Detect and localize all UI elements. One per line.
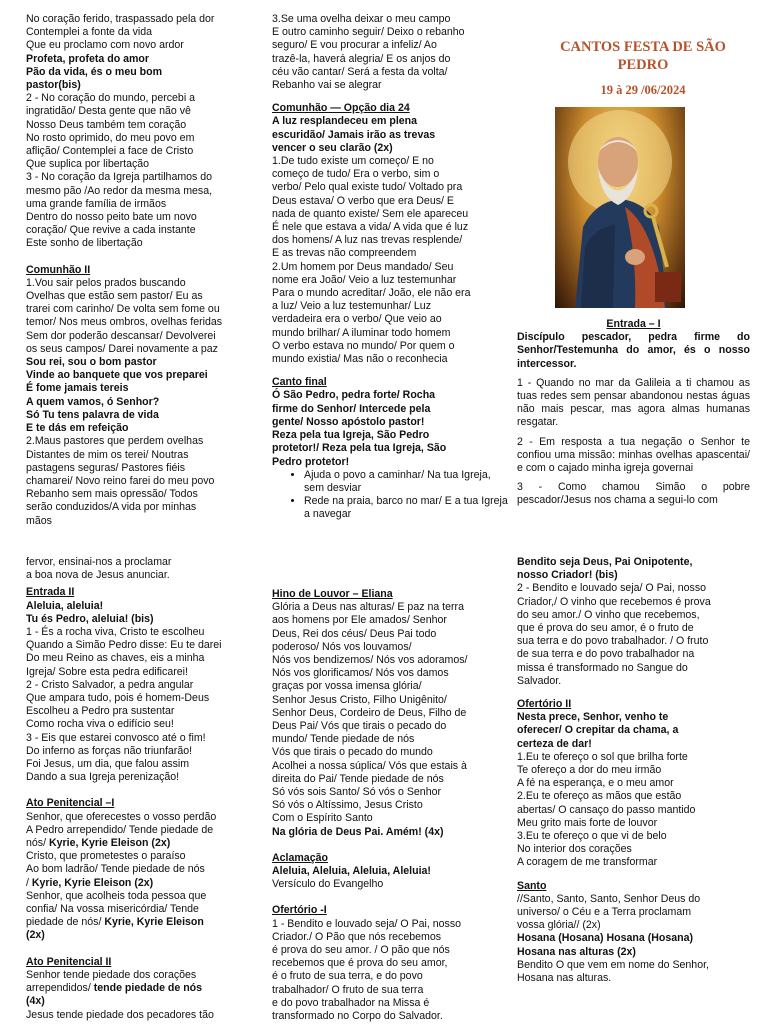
refrain-line: Pão da vida, és o meu bom — [26, 65, 162, 78]
section-title-entrada-1: Entrada – I — [606, 318, 661, 330]
verse-line: Rebanho vai se alegrar — [272, 79, 382, 92]
verse-line: Vós que tirais o pecado do mundo — [272, 746, 433, 759]
verse-line: Foi Jesus, um dia, que falou assim — [26, 758, 190, 771]
verse-line: Criador,/ O vinho que recebemos é prova — [517, 595, 711, 608]
verse-line — [26, 877, 266, 890]
title-line-1: CANTOS FESTA DE SÃO — [560, 39, 726, 55]
refrain-line: Reza pela tua Igreja, São Pedro — [272, 429, 430, 442]
refrain-line: Sou rei, sou o bom pastor — [26, 356, 157, 369]
verse-line: 3.Eu te ofereço o que vi de belo — [517, 830, 667, 843]
verse-line: os seus campos/ Darei novamente a paz — [26, 342, 218, 355]
refrain-line: Aleluia, Aleluia, Aleluia, Aleluia! — [272, 865, 431, 878]
verse-line: Nós vos bendizemos/ Nós vos adoramos/ — [272, 654, 468, 667]
column-1-bottom — [26, 556, 266, 1022]
verse-line: Com o Espírito Santo — [272, 812, 373, 825]
verse-line: Senhor, que acolheis toda pessoa que — [26, 889, 207, 902]
verse-line: aflição/ Contemplei a face de Cristo — [26, 145, 194, 158]
verse-line: serão conduzidos/A vida por minhas — [26, 501, 197, 514]
verse-line: do seu amor./ O vinho que recebemos, — [517, 608, 700, 621]
verse-line: pastagens seguras/ Pastores fiéis — [26, 461, 185, 474]
text-span: / — [26, 876, 32, 889]
verse-line: Cristo, que prometestes o paraíso — [26, 850, 186, 863]
verse-line: 3 - Eis que estarei convosco até o fim! — [26, 731, 206, 744]
bullet-item: • Ajuda o povo a caminhar/ Na tua Igreja, sem desviar — [304, 469, 508, 495]
section-title-santo: Santo — [517, 879, 547, 892]
verse-line: sua terra e do povo trabalhador. / O fruto — [517, 635, 709, 648]
column-1-top — [26, 13, 266, 528]
refrain-line: Profeta, profeta do amor — [26, 52, 150, 65]
verse-line: nada de quanto existe/ Sem ele apareceu — [272, 207, 469, 220]
verse-line: Nós vos glorificamos/ Nós vos damos — [272, 667, 449, 680]
verse-line: Que suplica por libertação — [26, 158, 150, 171]
verse-line: a luz/ Veio a luz testemunhar/ Luz — [272, 300, 431, 313]
section-title-ofertorio-1: Ofertório -I — [272, 904, 327, 917]
refrain-line: Tu és Pedro, aleluia! (bis) — [26, 612, 154, 625]
verse-line: Só vós sois Santo/ Só vós o Senhor — [272, 786, 442, 799]
column-3-top — [517, 318, 750, 508]
verse-line: missa é transformado no Sangue do — [517, 661, 688, 674]
verse-line: Que ampara tudo, pois é homem-Deus — [26, 692, 210, 705]
verse-line: 1 - És a rocha viva, Cristo te escolheu — [26, 626, 205, 639]
refrain-line: Hosana (Hosana) Hosana (Hosana) — [517, 932, 694, 945]
refrain-line: protetor!/ Reza pela tua Igreja, São — [272, 442, 447, 455]
refrain-line: Hosana nas alturas (2x) — [517, 945, 636, 958]
refrain-line: Na glória de Deus Pai. Amém! (4x) — [272, 825, 444, 838]
verse-line: Distantes de mim os terei/ Noutras — [26, 448, 189, 461]
verse-line: Criador./ O Pão que nós recebemos — [272, 930, 442, 943]
verse-line: universo/ o Céu e a Terra proclamam — [517, 906, 692, 919]
verse-line: dos homens/ A luz nas trevas resplende/ — [272, 234, 463, 247]
verse-line: Meu grito mais forte de louvor — [517, 816, 658, 829]
verse-line: 2.Eu te ofereço as mãos que estão — [517, 790, 682, 803]
verse-line: direita do Pai/ Tende piedade de nós — [272, 772, 444, 785]
verse-line: Escolheu a Pedro pra sustentar — [26, 705, 175, 718]
refrain-line: Só Tu tens palavra de vida — [26, 408, 159, 421]
text-span: arrependidos/ — [26, 982, 94, 995]
verse-line: Quando a Simão Pedro disse: Eu te darei — [26, 639, 222, 652]
refrain-line: firme do Senhor/ Intercede pela — [272, 402, 431, 415]
refrain-line: A quem vamos, ó Senhor? — [26, 395, 160, 408]
refrain-line: nosso Criador! (bis) — [517, 569, 618, 582]
verse-line: mundo/ Tende piedade de nós — [272, 733, 415, 746]
verse-line: mesmo pão /Ao redor da mesma mesa, — [26, 184, 213, 197]
verse-line: No coração ferido, traspassado pela dor — [26, 13, 215, 25]
column-3-bottom — [517, 556, 757, 985]
verse-line: e do povo trabalhador na Missa é — [272, 996, 430, 1009]
verse-line: 3 - No coração da Igreja partilhamos do — [26, 171, 213, 184]
verse-line: vossa glória// (2x) — [517, 919, 601, 932]
response: tende piedade de nós — [93, 982, 203, 995]
text-span: piedade de nós/ — [26, 916, 105, 929]
column-2-bottom — [272, 588, 508, 1023]
verse-line: (2x) — [26, 929, 45, 942]
verse-line: Contemplei a fonte da vida — [26, 26, 153, 39]
verse-line: Versículo do Evangelho — [272, 878, 384, 891]
verse-line: mundo brilhar/ A iluminar todo homem — [272, 326, 451, 339]
verse-line: é prova do seu amor. / O pão que nós — [272, 944, 450, 957]
verse-line: abertas/ O cansaço do passo mantido — [517, 803, 696, 816]
verse-line: Senhor, que oferecestes o vosso perdão — [26, 810, 217, 823]
bullet-list — [272, 469, 508, 522]
refrain-line: Pedro protetor! — [272, 455, 350, 468]
verse-text: 2 - Em resposta a tua negação o Senhor te confiou uma missão: minhas ovelhas apascentai/ e com o cajado minha igreja governai — [517, 435, 750, 475]
refrain-line: certeza de dar! — [517, 737, 592, 750]
verse-line: Deus, Rei dos céus/ Deus Pai todo — [272, 627, 437, 640]
verse-line: A fé na esperança, e o meu amor — [517, 777, 674, 790]
verse-line: graças por vossa imensa glória/ — [272, 680, 422, 693]
verse-line: Do meu Reino as chaves, eis a minha — [26, 652, 205, 665]
verse-line: céu vão cantar/ Será a festa da volta/ — [272, 65, 448, 78]
verse-line: 2 - Cristo Salvador, a pedra angular — [26, 678, 194, 691]
verse-line: uma grande família de irmãos — [26, 197, 167, 210]
verse-line: 2.Maus pastores que perdem ovelhas — [26, 435, 204, 448]
refrain-line: oferecer/ O crepitar da chama, a — [517, 724, 679, 737]
section-title-ato-penitencial-1: Ato Penitencial –I — [26, 797, 115, 810]
refrain-line: vencer o seu clarão (2x) — [272, 141, 393, 154]
refrain-line: escuridão/ Jamais irão as trevas — [272, 128, 436, 141]
verse-line: 2.Um homem por Deus mandado/ Seu — [272, 260, 454, 273]
verse-line: Bendito O que vem em nome do Senhor, — [517, 958, 709, 971]
verse-line: 1 - Bendito e louvado seja/ O Pai, nosso — [272, 917, 462, 930]
verse-line: 1.De tudo existe um começo/ E no — [272, 155, 434, 168]
verse-line — [26, 982, 266, 995]
verse-line: 2 - Bendito e louvado seja/ O Pai, nosso — [517, 582, 707, 595]
refrain-line: Aleluia, aleluia! — [26, 599, 104, 612]
verse-line: O verbo estava no mundo/ Por quem o — [272, 339, 455, 352]
refrain-line: Vinde ao banquete que vos preparei — [26, 369, 208, 382]
verse-line: No rosto oprimido, do meu povo em — [26, 131, 195, 144]
verse-line: É nele que estava a vida/ A vida que é luz — [272, 221, 469, 234]
verse-text: 3 - Como chamou Simão o pobre pescador/Jesus nos chama a segui-lo com — [517, 481, 750, 507]
verse-line: mundo existia/ Mas não o reconhecia — [272, 353, 448, 366]
section-title-ato-penitencial-2: Ato Penitencial II — [26, 955, 112, 968]
bullet-item: • Rede na praia, barco no mar/ E a tua Igreja a navegar — [304, 495, 508, 521]
verse-line: Ovelhas que estão sem pastor/ Eu as — [26, 290, 203, 303]
verse-line: //Santo, Santo, Santo, Senhor Deus do — [517, 892, 701, 905]
kyrie-response: Kyrie, Kyrie Eleison — [104, 916, 204, 929]
section-title-comunhao-2: Comunhão II — [26, 263, 91, 276]
verse-line: Este sonho de libertação — [26, 237, 143, 250]
verse-line: de sua terra e do povo trabalhador na — [517, 648, 695, 661]
verse-line: Salvador. — [517, 674, 562, 687]
verse-line: Igreja/ Sobre esta pedra edificarei! — [26, 665, 188, 678]
verse-line: Deus estava/ O verbo que era Deus/ E — [272, 194, 454, 207]
verse-line: Deus Pai/ Vós que tirais o pecado do — [272, 720, 447, 733]
verse-line: Senhor tende piedade dos corações — [26, 968, 197, 981]
verse-line: 3.Se uma ovelha deixar o meu campo — [272, 13, 451, 25]
page-title — [518, 38, 768, 74]
verse-line: Dando a sua Igreja perenização! — [26, 771, 180, 784]
verse-line: E outro caminho seguir/ Deixo o rebanho — [272, 26, 465, 39]
refrain-text: Discípulo pescador, pedra firme do Senhor/Testemunha do amor, és o nosso intercessor. — [517, 331, 750, 370]
verse-line: A coragem de me transformar — [517, 856, 658, 869]
verse-line: Glória a Deus nas alturas/ E paz na terra — [272, 601, 464, 614]
saint-peter-image — [555, 107, 685, 308]
saint-peter-illustration — [555, 107, 685, 308]
verse-line: verbo/ Pelo qual existe tudo/ Voltado pra — [272, 181, 463, 194]
section-title-hino-de-louvor: Hino de Louvor – Eliana — [272, 588, 393, 600]
verse-line: Jesus tende piedade dos pecadores tão — [26, 1008, 214, 1021]
section-title-entrada-2: Entrada II — [26, 586, 75, 599]
refrain-line: gente/ Nosso apóstolo pastor! — [272, 415, 425, 428]
verse-line: Rebanho sem mais opressão/ Todos — [26, 488, 198, 501]
verse-line: mãos — [26, 514, 52, 527]
refrain-line: Nesta prece, Senhor, venho te — [517, 711, 669, 724]
verse-line: 2 - No coração do mundo, percebi a — [26, 92, 196, 105]
verse-line: trabalhador/ O fruto de sua terra — [272, 983, 424, 996]
verse-line: seguro/ E vou procurar a infeliz/ Ao — [272, 39, 437, 52]
date-range: 19 à 29 /06/2024 — [600, 83, 686, 97]
verse-line — [26, 916, 266, 929]
verse-line: recebemos que é prova do seu amor, — [272, 957, 448, 970]
refrain-line: E te dás em refeição — [26, 422, 129, 435]
section-title-aclamacao: Aclamação — [272, 851, 328, 864]
column-2-top — [272, 13, 508, 522]
verse-line: Só vós o Altíssimo, Jesus Cristo — [272, 799, 423, 812]
verse-line — [26, 837, 266, 850]
text-span: nós/ — [26, 837, 49, 850]
refrain-line: Bendito seja Deus, Pai Onipotente, — [517, 556, 693, 568]
verse-line: a boa nova de Jesus anunciar. — [26, 569, 170, 582]
verse-line: A Pedro arrependido/ Tende piedade de — [26, 823, 214, 836]
verse-line: nome era João/ Veio a luz testemunhar — [272, 273, 457, 286]
verse-line: verdadeira era o verbo/ Que veio ao — [272, 313, 442, 326]
verse-line: coração/ Que revive a cada instante — [26, 224, 196, 237]
verse-line: Nosso Deus também tem coração — [26, 118, 187, 131]
refrain-line: pastor(bis) — [26, 79, 81, 92]
verse-line: confia/ Na vossa misericórdia/ Tende — [26, 903, 199, 916]
verse-line: 1.Vou sair pelos prados buscando — [26, 276, 186, 289]
refrain-line: Ó São Pedro, pedra forte/ Rocha — [272, 389, 436, 402]
title-line-2: PEDRO — [617, 57, 669, 73]
verse-line: 1.Eu te ofereço o sol que brilha forte — [517, 750, 688, 763]
verse-line: ingratidão/ Desta gente que não vê — [26, 105, 191, 118]
verse-text: 1 - Quando no mar da Galileia a ti chamou as tuas redes sem pensar abandonou nestas águas não mais pescar, mas agora almas humanas resgatar. — [517, 376, 750, 429]
section-title-canto-final: Canto final — [272, 376, 327, 389]
verse-line: transformado no Corpo do Salvador. — [272, 1010, 443, 1023]
verse-line: Para o mundo acreditar/ João, ele não era — [272, 287, 471, 300]
verse-line: poderoso/ Nós vos louvamos/ — [272, 640, 412, 653]
verse-line: Acolhei a nossa súplica/ Vós que estais à — [272, 759, 467, 772]
verse-line: trarei com carinho/ De volta sem fome ou — [26, 303, 220, 316]
section-title-ofertorio-2: Ofertório II — [517, 698, 572, 711]
verse-line: começo de tudo/ Era o verbo, sim o — [272, 168, 440, 181]
verse-line: (4x) — [26, 995, 45, 1008]
verse-line: Como rocha viva o edifício seu! — [26, 718, 174, 731]
refrain-line: É fome jamais tereis — [26, 382, 129, 395]
verse-line: temor/ Nos meus ombros, ovelhas feridas — [26, 316, 223, 329]
verse-line: fervor, ensinai-nos a proclamar — [26, 556, 172, 568]
verse-line: aos homens por Ele amados/ Senhor — [272, 614, 447, 627]
kyrie-response: Kyrie, Kyrie Eleison (2x) — [31, 876, 154, 889]
verse-line: No interior dos corações — [517, 843, 632, 856]
verse-line: chamarei/ Novo reino farei do meu povo — [26, 474, 215, 487]
verse-line: Te ofereço a dor do meu irmão — [517, 764, 662, 777]
refrain-line: A luz resplandeceu em plena — [272, 115, 418, 128]
verse-line: Que eu proclamo com novo ardor — [26, 39, 184, 52]
verse-line: Senhor Deus, Cordeiro de Deus, Filho de — [272, 706, 467, 719]
section-title-comunhao-24: Comunhão — Opção dia 24 — [272, 102, 410, 115]
verse-line: E as trevas não compreendem — [272, 247, 417, 260]
kyrie-response: Kyrie, Kyrie Eleison (2x) — [48, 837, 171, 850]
verse-line: Do inferno as forças não triunfarão! — [26, 744, 193, 757]
verse-line: que é prova do seu amor, é o fruto de — [517, 622, 694, 635]
verse-line: Hosana nas alturas. — [517, 972, 612, 985]
verse-line: Senhor Jesus Cristo, Filho Unigênito/ — [272, 693, 447, 706]
verse-line: Ao bom ladrão/ Tende piedade de nós — [26, 863, 205, 876]
verse-line: Dentro do nosso peito bate um novo — [26, 211, 197, 224]
verse-line: trazê-la, haverá alegria/ E os anjos do — [272, 52, 451, 65]
verse-line: Sem dor poderão descansar/ Devolverei — [26, 329, 216, 342]
verse-line: é o fruto de sua terra, e do povo — [272, 970, 423, 983]
